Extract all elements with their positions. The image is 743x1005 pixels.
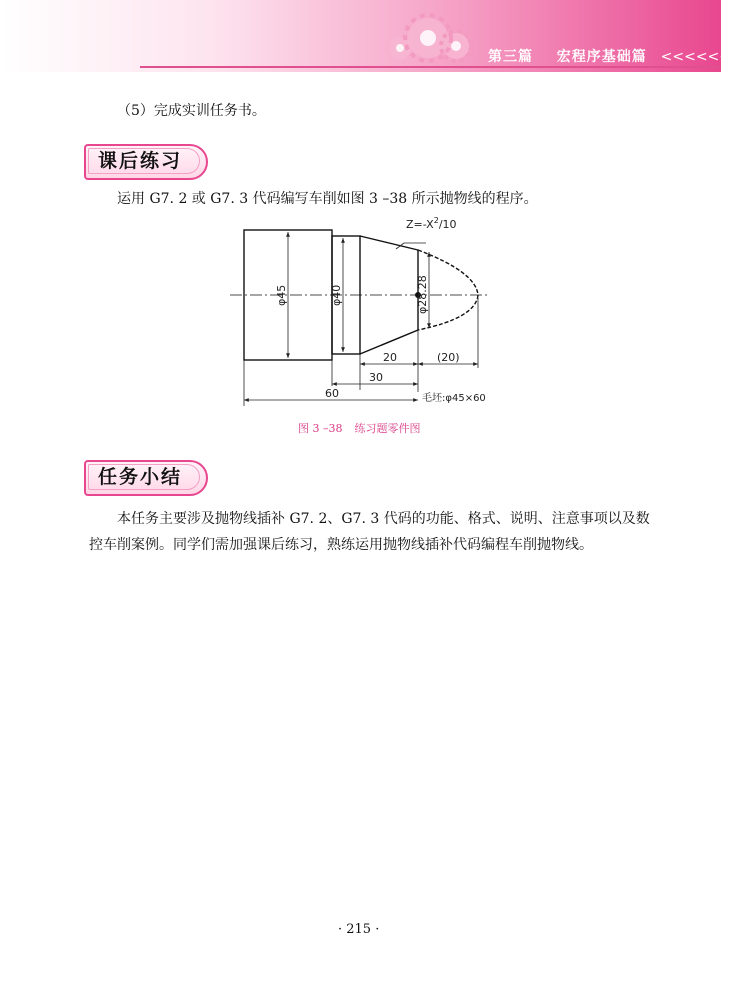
header-title <box>488 46 743 66</box>
summary-section-tab <box>84 460 208 494</box>
dim-d28: φ28.28 <box>416 275 429 314</box>
dim-d40: φ40 <box>330 284 343 306</box>
exercise-section-tab <box>84 144 208 178</box>
exercise-title: 课后练习 <box>98 150 183 172</box>
header-arrows: <<<<<<< <box>660 49 743 65</box>
gear-decoration-icon <box>370 8 480 70</box>
dim-30: 30 <box>369 371 383 384</box>
summary-title: 任务小结 <box>98 466 183 488</box>
dim-d45: φ45 <box>275 284 288 306</box>
summary-line-1: 本任务主要涉及抛物线插补 G7. 2、G7. 3 代码的功能、格式、说明、注意事项以及数 <box>117 511 650 527</box>
page-number: · 215 · <box>338 922 380 937</box>
dim-20: 20 <box>383 351 397 364</box>
dim-60: 60 <box>325 387 339 400</box>
caption-number: 图 3 –38 <box>298 422 343 435</box>
figure-caption <box>298 420 421 436</box>
exercise-text: 运用 G7. 2 或 G7. 3 代码编写车削如图 3 –38 所示抛物线的程序。 <box>117 191 538 207</box>
parabola-equation: $Z=-X^2/10$ <box>406 216 457 231</box>
dim-20-ref: (20) <box>437 351 460 364</box>
summary-line-2: 控车削案例。同学们需加强课后练习，熟练运用抛物线插补代码编程车削抛物线。 <box>89 537 593 553</box>
stock-size: 毛坯:φ45×60 <box>422 393 486 404</box>
caption-title: 练习题零件图 <box>354 422 421 435</box>
step-5-text: （5）完成实训任务书。 <box>117 103 266 119</box>
header-part: 第三篇 <box>488 49 533 65</box>
header-part-title: 宏程序基础篇 <box>556 49 647 65</box>
part-drawing <box>226 214 506 414</box>
